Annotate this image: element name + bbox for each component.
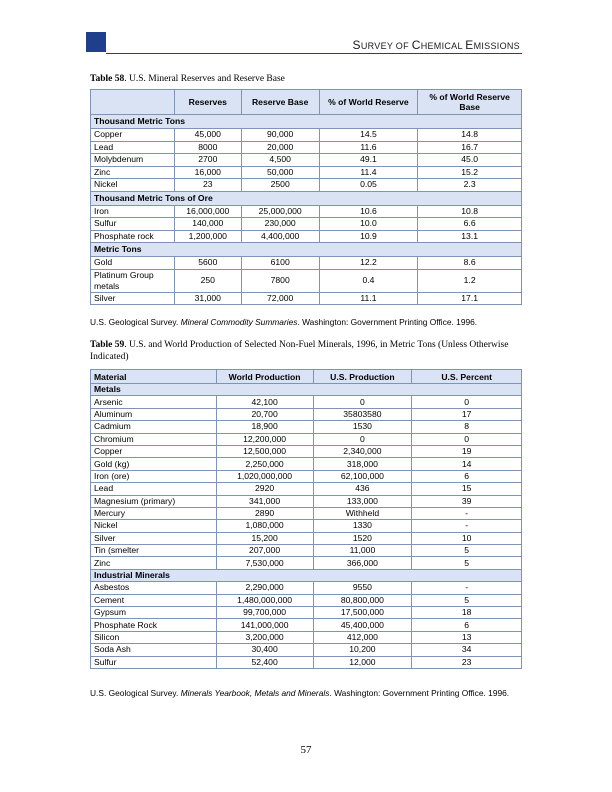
table-cell: 14 (412, 458, 522, 470)
table-cell: 1,080,000 (216, 520, 313, 532)
table-cell: 23 (412, 656, 522, 668)
table-row (91, 292, 522, 305)
table-cell: 5600 (174, 257, 241, 270)
row-label-cell: Platinum Group metals (91, 269, 175, 292)
page-number: 57 (300, 744, 312, 756)
row-label-cell: Phosphate Rock (91, 619, 217, 631)
table-cell: 10.9 (319, 230, 418, 243)
table-cell: 436 (313, 483, 412, 495)
table-cell: 318,000 (313, 458, 412, 470)
table-cell: Withheld (313, 507, 412, 519)
table58-header-cell: Reserve Base (241, 90, 319, 115)
table-row (91, 433, 522, 445)
table-cell: 10.8 (418, 205, 522, 218)
table-row (91, 483, 522, 495)
table-cell: - (412, 582, 522, 594)
table-row (91, 631, 522, 643)
table-cell: 39 (412, 495, 522, 507)
row-label-cell: Mercury (91, 507, 217, 519)
table-cell: 341,000 (216, 495, 313, 507)
table-cell: 1,020,000,000 (216, 470, 313, 482)
table59-source-prefix: U.S. Geological Survey. (90, 688, 181, 698)
table58-header-cell: % of World Reserve (319, 90, 418, 115)
table-cell: 2890 (216, 507, 313, 519)
table59-header-cell: U.S. Production (313, 370, 412, 384)
table-cell: 230,000 (241, 218, 319, 231)
table-cell: 15.2 (418, 166, 522, 179)
table-cell: 0 (412, 433, 522, 445)
row-label-cell: Magnesium (primary) (91, 495, 217, 507)
table-cell: 5 (412, 545, 522, 557)
row-label-cell: Nickel (91, 520, 217, 532)
table-row (91, 141, 522, 154)
table-row (91, 154, 522, 167)
table-row (91, 582, 522, 594)
table-cell: 15,200 (216, 532, 313, 544)
row-label-cell: Cadmium (91, 421, 217, 433)
header-title-part: HEMICAL (420, 41, 466, 51)
table-row (91, 129, 522, 142)
table-cell: 1330 (313, 520, 412, 532)
row-label-cell: Cement (91, 594, 217, 606)
table-cell: 17.1 (418, 292, 522, 305)
table-cell: 5 (412, 594, 522, 606)
row-label-cell: Iron (ore) (91, 470, 217, 482)
table-cell: 12,500,000 (216, 445, 313, 457)
table-row (91, 557, 522, 569)
table-cell: 250 (174, 269, 241, 292)
table-cell: 2920 (216, 483, 313, 495)
table58-source-suffix: . Washington: Government Printing Office. 1996. (297, 317, 478, 327)
table-cell: 14.5 (319, 129, 418, 142)
table-row (91, 594, 522, 606)
table-row (91, 408, 522, 420)
table-cell: 17 (412, 408, 522, 420)
table-row (91, 421, 522, 433)
table-row (91, 520, 522, 532)
row-label-cell: Lead (91, 483, 217, 495)
table-cell: 140,000 (174, 218, 241, 231)
table-cell: 1530 (313, 421, 412, 433)
table-row (91, 644, 522, 656)
table-cell: 2.3 (418, 179, 522, 192)
table-cell: 0 (313, 433, 412, 445)
table-cell: - (412, 507, 522, 519)
row-label-cell: Iron (91, 205, 175, 218)
row-label-cell: Silver (91, 292, 175, 305)
table59-source-note (90, 688, 530, 699)
table-cell: 1520 (313, 532, 412, 544)
table59-section-title: Metals (91, 384, 522, 396)
table-cell: 35803580 (313, 408, 412, 420)
row-label-cell: Sulfur (91, 218, 175, 231)
row-label-cell: Gypsum (91, 607, 217, 619)
table-cell: 12,200,000 (216, 433, 313, 445)
table-row (91, 396, 522, 408)
table58-section-row (91, 243, 522, 257)
table-cell: 49.1 (319, 154, 418, 167)
table59-source-suffix: . Washington: Government Printing Office. 1996. (329, 688, 510, 698)
table-cell: 45,400,000 (313, 619, 412, 631)
header-rule (106, 53, 522, 54)
table59-caption (90, 339, 515, 363)
table-cell: 52,400 (216, 656, 313, 668)
header-title-part: URVEY OF (360, 41, 412, 51)
table-cell: 12.2 (319, 257, 418, 270)
table58-source-prefix: U.S. Geological Survey. (90, 317, 181, 327)
row-label-cell: Arsenic (91, 396, 217, 408)
table-row (91, 507, 522, 519)
table-cell: 5 (412, 557, 522, 569)
table58-header-cell: Reserves (174, 90, 241, 115)
table-cell: 366,000 (313, 557, 412, 569)
row-label-cell: Gold (kg) (91, 458, 217, 470)
table-cell: 14.8 (418, 129, 522, 142)
table-cell: 141,000,000 (216, 619, 313, 631)
table-cell: 4,400,000 (241, 230, 319, 243)
table-cell: 2,340,000 (313, 445, 412, 457)
table-row (91, 619, 522, 631)
header-title-part: MISSIONS (473, 41, 520, 51)
table-cell: 2,290,000 (216, 582, 313, 594)
table58-source-title: Mineral Commodity Summaries (180, 317, 298, 327)
table-cell: 30,400 (216, 644, 313, 656)
table-cell: 8.6 (418, 257, 522, 270)
table-row (91, 205, 522, 218)
table-cell: 7800 (241, 269, 319, 292)
table-row (91, 269, 522, 292)
table58-header-cell (91, 90, 175, 115)
table-cell: 0.05 (319, 179, 418, 192)
table-cell: 9550 (313, 582, 412, 594)
table59-section-title: Industrial Minerals (91, 569, 522, 581)
table-row (91, 495, 522, 507)
table58-caption-text: . U.S. Mineral Reserves and Reserve Base (124, 74, 285, 84)
table-cell: 6 (412, 470, 522, 482)
table58-section-row (91, 191, 522, 205)
table-cell: 90,000 (241, 129, 319, 142)
row-label-cell: Sulfur (91, 656, 217, 668)
table-cell: 15 (412, 483, 522, 495)
table-cell: 18,900 (216, 421, 313, 433)
table-cell: 1,200,000 (174, 230, 241, 243)
table58-caption (90, 73, 285, 85)
table-cell: 16,000,000 (174, 205, 241, 218)
header-title-part: C (411, 38, 421, 52)
table58-header-row (91, 90, 522, 115)
table-cell: 0 (412, 396, 522, 408)
table-cell: 10 (412, 532, 522, 544)
table-cell: 2500 (241, 179, 319, 192)
table58-caption-label: Table 58 (90, 74, 125, 84)
table-cell: 207,000 (216, 545, 313, 557)
row-label-cell: Soda Ash (91, 644, 217, 656)
row-label-cell: Asbestos (91, 582, 217, 594)
table-cell: 16.7 (418, 141, 522, 154)
table-cell: 42,100 (216, 396, 313, 408)
table-cell: 1.2 (418, 269, 522, 292)
row-label-cell: Phosphate rock (91, 230, 175, 243)
header-title-part: S (352, 38, 361, 52)
table-cell: 80,800,000 (313, 594, 412, 606)
table-cell: 17,500,000 (313, 607, 412, 619)
table59-caption-text: . U.S. and World Production of Selected Non-Fuel Minerals, 1996, in Metric Tons (Unless Otherwise Indicated) (90, 340, 509, 362)
table-row (91, 545, 522, 557)
table-cell: 11,000 (313, 545, 412, 557)
table-cell: 45.0 (418, 154, 522, 167)
table-cell: 25,000,000 (241, 205, 319, 218)
row-label-cell: Zinc (91, 557, 217, 569)
table-cell: 2,250,000 (216, 458, 313, 470)
table-row (91, 218, 522, 231)
row-label-cell: Silicon (91, 631, 217, 643)
table-cell: 20,000 (241, 141, 319, 154)
table-row (91, 532, 522, 544)
table-cell: 3,200,000 (216, 631, 313, 643)
table-cell: 8000 (174, 141, 241, 154)
table-cell: 1,480,000,000 (216, 594, 313, 606)
table-cell: 11.4 (319, 166, 418, 179)
table-cell: 62,100,000 (313, 470, 412, 482)
table-cell: 16,000 (174, 166, 241, 179)
row-label-cell: Zinc (91, 166, 175, 179)
table59-header-cell: U.S. Percent (412, 370, 522, 384)
row-label-cell: Copper (91, 445, 217, 457)
table59-header-row (91, 370, 522, 384)
table-row (91, 179, 522, 192)
table-cell: 50,000 (241, 166, 319, 179)
table-cell: 0 (313, 396, 412, 408)
table-cell: 412,000 (313, 631, 412, 643)
header-brand-square (86, 32, 106, 52)
table-row (91, 166, 522, 179)
row-label-cell: Silver (91, 532, 217, 544)
table-cell: 20,700 (216, 408, 313, 420)
table-cell: 12,000 (313, 656, 412, 668)
running-header-title (353, 38, 520, 52)
table-row (91, 257, 522, 270)
row-label-cell: Gold (91, 257, 175, 270)
table59-mineral-production (90, 369, 522, 669)
table-cell: 10,200 (313, 644, 412, 656)
table-row (91, 458, 522, 470)
table-cell: 6.6 (418, 218, 522, 231)
table-cell: 4,500 (241, 154, 319, 167)
row-label-cell: Tin (smelter (91, 545, 217, 557)
table-cell: 11.1 (319, 292, 418, 305)
table-cell: 72,000 (241, 292, 319, 305)
row-label-cell: Molybdenum (91, 154, 175, 167)
table-cell: - (412, 520, 522, 532)
table58-section-title: Metric Tons (91, 243, 522, 257)
table-cell: 7,530,000 (216, 557, 313, 569)
table-cell: 11.6 (319, 141, 418, 154)
table58-section-title: Thousand Metric Tons (91, 115, 522, 129)
table-cell: 31,000 (174, 292, 241, 305)
table-cell: 8 (412, 421, 522, 433)
header-title-part: E (465, 38, 474, 52)
table58-header-cell: % of World Reserve Base (418, 90, 522, 115)
table-cell: 34 (412, 644, 522, 656)
table-row (91, 445, 522, 457)
table58-section-row (91, 115, 522, 129)
table-cell: 0.4 (319, 269, 418, 292)
table-cell: 6100 (241, 257, 319, 270)
table-cell: 133,000 (313, 495, 412, 507)
row-label-cell: Aluminum (91, 408, 217, 420)
table59-section-row (91, 569, 522, 581)
table-cell: 10.0 (319, 218, 418, 231)
table59-header-cell: World Production (216, 370, 313, 384)
row-label-cell: Copper (91, 129, 175, 142)
table-cell: 13.1 (418, 230, 522, 243)
row-label-cell: Chromium (91, 433, 217, 445)
table-cell: 99,700,000 (216, 607, 313, 619)
table-cell: 6 (412, 619, 522, 631)
table-cell: 10.6 (319, 205, 418, 218)
table58-mineral-reserves (90, 89, 522, 305)
table59-caption-label: Table 59 (90, 340, 125, 350)
table-cell: 2700 (174, 154, 241, 167)
table-cell: 23 (174, 179, 241, 192)
table59-source-title: Minerals Yearbook, Metals and Minerals (180, 688, 330, 698)
table58-source-note (90, 317, 530, 328)
table-row (91, 656, 522, 668)
table59-section-row (91, 384, 522, 396)
table-cell: 45,000 (174, 129, 241, 142)
row-label-cell: Nickel (91, 179, 175, 192)
table-row (91, 607, 522, 619)
table-row (91, 230, 522, 243)
table59-header-cell: Material (91, 370, 217, 384)
table58-section-title: Thousand Metric Tons of Ore (91, 191, 522, 205)
table-cell: 13 (412, 631, 522, 643)
table-cell: 18 (412, 607, 522, 619)
row-label-cell: Lead (91, 141, 175, 154)
table-cell: 19 (412, 445, 522, 457)
table-row (91, 470, 522, 482)
